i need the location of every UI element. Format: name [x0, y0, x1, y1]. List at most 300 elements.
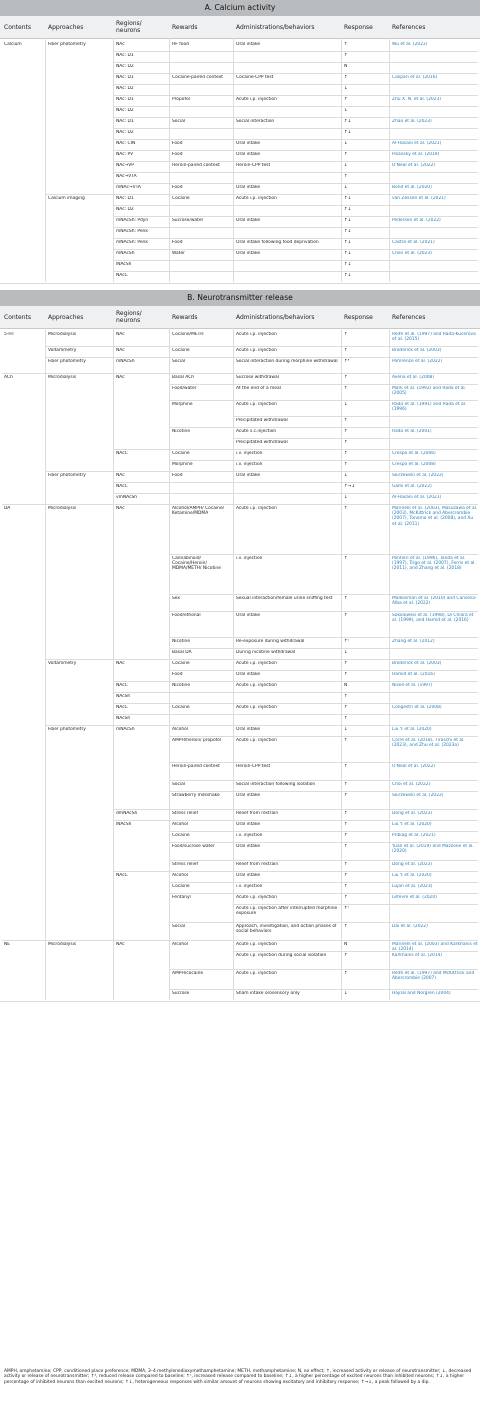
- cell-response: ↑ᵃ: [344, 359, 350, 364]
- cell-regions: lNAcSh: [116, 262, 132, 267]
- row-divider: [2, 940, 478, 941]
- cell-regions: NAc: D1: [116, 119, 134, 124]
- cell-response: ↑: [344, 793, 348, 798]
- cell-administrations: Oral intake: [236, 844, 261, 849]
- row-divider: [0, 283, 480, 284]
- cell-response: ↑: [344, 924, 348, 929]
- cell-regions: NAc: D1: [116, 53, 134, 58]
- column-divider: [233, 38, 234, 282]
- cell-response: ↑: [344, 661, 348, 666]
- cell-rewards: AMPH/cocaine: [172, 971, 204, 976]
- cell-regions: NAc: [116, 332, 125, 337]
- column-divider: [169, 328, 170, 1000]
- cell-approaches: Fiber photometry: [48, 359, 86, 364]
- cell-rewards: Food: [172, 152, 183, 157]
- cell-contents: NE: [4, 942, 11, 947]
- cell-rewards: Stress relief: [172, 811, 198, 816]
- row-divider: [170, 736, 478, 737]
- cell-response: ↓: [344, 86, 348, 91]
- cell-response: ↑: [344, 844, 348, 849]
- cell-rewards: Heroin-paired context: [172, 163, 220, 168]
- cell-administrations: Oral intake: [236, 141, 261, 146]
- cell-regions: NAc: PV: [116, 152, 134, 157]
- cell-response: ↑: [344, 672, 348, 677]
- row-divider: [170, 860, 478, 861]
- reference-link[interactable]: Liu Y. et al. (2020): [392, 822, 432, 827]
- cell-rewards: Stress relief: [172, 862, 198, 867]
- cell-administrations: Oral intake: [236, 672, 261, 677]
- reference-link[interactable]: Choi et al. (2022): [392, 782, 431, 787]
- cell-administrations: Acute i.p. injection after interrupted morphine exposure: [236, 906, 338, 917]
- cell-response: ↑: [344, 971, 348, 976]
- column-divider: [113, 328, 114, 1000]
- cell-response: ↑↓: [344, 240, 352, 245]
- reference-link[interactable]: Marinelli et al. (2003) and Karkhanis et al. (2014): [392, 942, 478, 951]
- cell-response: ↓: [344, 163, 348, 168]
- cell-administrations: Acute i.p. injection: [236, 971, 277, 976]
- reference-link[interactable]: Bond et al. (2020): [392, 185, 432, 190]
- cell-response: ↑: [344, 506, 348, 511]
- cell-administrations: i.v. injection: [236, 462, 263, 467]
- cell-administrations: i.v. injection: [236, 451, 263, 456]
- reference-link[interactable]: Marinelli et al. (2003), Masuzawa et al. (2003), McKittrick and Abercrombie (2007), Tonomo et al. (2008), and Xu et al. (2011): [392, 506, 478, 527]
- cell-regions: NAcSh: [116, 716, 131, 721]
- cell-rewards: Propofol: [172, 97, 190, 102]
- cell-response: ↓: [344, 473, 348, 478]
- cell-administrations: Sexual interaction/female urine sniffing test: [236, 596, 333, 601]
- reference-link[interactable]: Pedersen et al. (2022): [392, 218, 441, 223]
- cell-response: ↑: [344, 862, 348, 867]
- calcium-activity-table: [0, 16, 480, 284]
- cell-rewards: Morphine: [172, 462, 193, 467]
- cell-rewards: Alcohol: [172, 873, 189, 878]
- cell-response: N: [344, 683, 348, 688]
- cell-administrations: Heroin-CPP test: [236, 163, 271, 168]
- section-title: A. Calcium activity: [0, 0, 480, 16]
- cell-administrations: i.v. injection: [236, 833, 263, 838]
- cell-regions: NAc: D1: [116, 75, 134, 80]
- reference-link[interactable]: Skirzewski et al. (2022): [392, 473, 444, 478]
- reference-link[interactable]: Skirzewski et al. (2022): [392, 793, 444, 798]
- row-divider: [170, 400, 478, 401]
- reference-link[interactable]: Dong et al. (2023): [392, 811, 433, 816]
- cell-contents: Calcium: [4, 42, 22, 47]
- cell-response: ↑: [344, 418, 348, 423]
- cell-administrations: Acute i.p. injection: [236, 683, 277, 688]
- cell-response: N: [344, 64, 348, 69]
- cell-response: ↑: [344, 895, 348, 900]
- column-divider: [113, 38, 114, 282]
- cell-response: ↑: [344, 429, 348, 434]
- cell-administrations: Oral intake: [236, 873, 261, 878]
- cell-regions: NAcC: [116, 451, 128, 456]
- row-divider: [170, 670, 478, 671]
- cell-response: ↑ᶜ: [344, 639, 350, 644]
- cell-rewards: Social: [172, 359, 186, 364]
- reference-link[interactable]: Hamid et al. (2016): [392, 672, 435, 677]
- cell-administrations: During nicotine withdrawal: [236, 650, 296, 655]
- cell-administrations: Acute i.p. injection: [236, 738, 277, 743]
- row-divider: [0, 1001, 480, 1002]
- cell-response: ↑↓: [344, 196, 352, 201]
- cell-response: ↑: [344, 348, 348, 353]
- cell-regions: vmNAcSh: [116, 495, 138, 500]
- reference-link[interactable]: Karkhanis et al. (2014): [392, 953, 443, 958]
- cell-rewards: Sucrose: [172, 991, 190, 996]
- cell-rewards: Sex: [172, 596, 181, 601]
- cell-administrations: Acute s.c.injection: [236, 429, 277, 434]
- cell-rewards: Strawberry milkshake: [172, 793, 220, 798]
- reference-link[interactable]: Al-Hasani et al. (2021): [392, 141, 442, 146]
- cell-response: ↓: [344, 495, 348, 500]
- cell-rewards: Cocaine/METH: [172, 332, 204, 337]
- cell-response: ↑: [344, 556, 348, 561]
- cell-administrations: Acute i.p. injection: [236, 705, 277, 710]
- cell-administrations: Social interaction following isolation: [236, 782, 316, 787]
- reference-link[interactable]: Broderick et al. (2003): [392, 661, 442, 666]
- cell-response: ↑↓: [344, 130, 352, 135]
- reference-link[interactable]: Castro et al. (2021): [392, 240, 435, 245]
- cell-approaches: Calcium imaging: [48, 196, 85, 201]
- cell-administrations: Acute i.p. injection: [236, 348, 277, 353]
- reference-link[interactable]: Gallo et al. (2022): [392, 484, 432, 489]
- reference-link[interactable]: Hajnal and Norgren (2004): [392, 991, 451, 996]
- cell-response: ↑: [344, 833, 348, 838]
- reference-link[interactable]: Lefevre et al. (2020): [392, 895, 437, 900]
- column-divider: [389, 328, 390, 1000]
- cell-regions: mNAcSh: Penk: [116, 240, 148, 245]
- reference-link[interactable]: Zhu X. N. et al. (2023): [392, 97, 441, 102]
- cell-administrations: Social interaction during morphine withdrawal: [236, 359, 338, 364]
- column-divider: [233, 328, 234, 1000]
- cell-response: ↑: [344, 694, 348, 699]
- reference-link[interactable]: Crespo et al. (2008): [392, 462, 436, 467]
- cell-administrations: Oral intake: [236, 185, 261, 190]
- header-response: Response: [344, 24, 373, 31]
- row-divider: [46, 346, 478, 347]
- cell-rewards: Cocaine: [172, 451, 190, 456]
- cell-response: ↑: [344, 152, 348, 157]
- cell-response: ↑: [344, 782, 348, 787]
- reference-link[interactable]: Broderick et al. (2003): [392, 348, 442, 353]
- reference-link[interactable]: Crespo et al. (2006): [392, 451, 436, 456]
- cell-administrations: Acute i.p. injection: [236, 506, 277, 511]
- reference-link[interactable]: O'Neal et al. (2022): [392, 163, 436, 168]
- cell-rewards: Alcohol/AMPH/ Cocaine/ Ketamine/MDMA: [172, 506, 225, 517]
- cell-rewards: Basal ACh: [172, 375, 195, 380]
- cell-administrations: Acute i.p. injection: [236, 895, 277, 900]
- header-regions: Regions/ neurons: [116, 20, 142, 34]
- cell-response: ↑→↓: [344, 484, 356, 489]
- cell-rewards: Food/sucrose water: [172, 844, 215, 849]
- cell-response: ↓: [344, 108, 348, 113]
- section-calcium-activity: [0, 0, 480, 284]
- cell-approaches: Microdialysis: [48, 332, 77, 337]
- header-contents: Contents: [4, 314, 31, 321]
- cell-regions: NAcC: [116, 683, 128, 688]
- cell-administrations: Oral intake: [236, 42, 261, 47]
- reference-link[interactable]: Reith et al. (1997) and McKittrick and Abercrombie (2007): [392, 971, 475, 982]
- row-divider: [170, 922, 478, 923]
- row-divider: [46, 194, 478, 195]
- cell-administrations: At the end of a meal: [236, 386, 281, 391]
- cell-response: ↑ᶜ: [344, 906, 350, 911]
- row-divider: [234, 904, 478, 905]
- cell-regions: NAc: [116, 473, 125, 478]
- row-divider: [46, 357, 478, 358]
- cell-regions: NAcC: [116, 273, 128, 278]
- column-divider: [389, 38, 390, 282]
- cell-regions: NAcC: [116, 873, 128, 878]
- reference-link[interactable]: Chen et al. (2023): [392, 251, 432, 256]
- row-divider: [170, 611, 478, 612]
- header-references: References: [392, 314, 426, 321]
- cell-administrations: Precipitated withdrawal: [236, 418, 288, 423]
- reference-link[interactable]: Mark et al. (1992) and Rada et al. (2005): [392, 386, 467, 397]
- reference-link[interactable]: Zhao et al. (2023): [392, 119, 432, 124]
- row-divider: [170, 648, 478, 649]
- reference-link[interactable]: O'Neal et al. (2022): [392, 764, 436, 769]
- column-divider: [341, 328, 342, 1000]
- reference-link[interactable]: van Zessen et al. (2021): [392, 196, 446, 201]
- reference-link[interactable]: Wu et al. (2022): [392, 42, 428, 47]
- reference-link[interactable]: Corre et al. (2018), Tiraschi et al. (2023), and Zhu et al. (2023a): [392, 738, 465, 749]
- cell-response: ↓: [344, 727, 348, 732]
- row-divider: [170, 791, 478, 792]
- header-approaches: Approaches: [48, 24, 84, 31]
- cell-rewards: Food: [172, 473, 183, 478]
- section-title: B. Neurotransmitter release: [0, 290, 480, 306]
- reference-link[interactable]: Nisell et al. (1997): [392, 683, 433, 688]
- table-header: [0, 16, 480, 39]
- cell-response: ↑: [344, 451, 348, 456]
- cell-response: ↑↓: [344, 119, 352, 124]
- reference-link[interactable]: Rada et al. (2001): [392, 429, 432, 434]
- cell-response: ↑: [344, 822, 348, 827]
- row-divider: [170, 384, 478, 385]
- cell-rewards: Nicotine: [172, 639, 191, 644]
- cell-response: ↑: [344, 738, 348, 743]
- row-divider: [234, 438, 478, 439]
- reference-link[interactable]: Calipari et al. (2016): [392, 75, 438, 80]
- cell-regions: mNAcSh: Penk: [116, 229, 148, 234]
- cell-administrations: Precipitated withdrawal: [236, 440, 288, 445]
- cell-rewards: Cocaine-paired context: [172, 75, 223, 80]
- cell-regions: NAcC: [116, 705, 128, 710]
- cell-response: ↓: [344, 402, 348, 407]
- cell-administrations: Oral intake following food deprivation: [236, 240, 319, 245]
- cell-contents: DA: [4, 506, 11, 511]
- column-divider: [169, 38, 170, 282]
- cell-regions: mNAcSh: [116, 727, 135, 732]
- cell-rewards: Alcohol: [172, 727, 189, 732]
- cell-response: ↑: [344, 884, 348, 889]
- cell-administrations: Acute i.p. injection: [236, 332, 277, 337]
- cell-response: ↑: [344, 873, 348, 878]
- row-divider: [170, 762, 478, 763]
- row-divider: [46, 659, 478, 660]
- reference-link[interactable]: Al-Hasani et al. (2021): [392, 495, 442, 500]
- cell-response: ↑↓: [344, 229, 352, 234]
- row-divider: [170, 831, 478, 832]
- reference-link[interactable]: Dai et al. (2022): [392, 924, 428, 929]
- row-divider: [170, 882, 478, 883]
- cell-approaches: Microdialysis: [48, 375, 77, 380]
- cell-regions: mNAcSh: Pdyn: [116, 218, 149, 223]
- cell-rewards: Water: [172, 251, 185, 256]
- header-references: References: [392, 24, 426, 31]
- cell-response: ↑: [344, 953, 348, 958]
- cell-administrations: Oral intake: [236, 613, 261, 618]
- cell-response: ↑: [344, 705, 348, 710]
- row-divider: [170, 780, 478, 781]
- row-divider: [234, 951, 478, 952]
- header-approaches: Approaches: [48, 314, 84, 321]
- cell-response: ↑: [344, 596, 348, 601]
- cell-administrations: Relief from restrain: [236, 862, 279, 867]
- cell-rewards: Cannabinoid/ Cocaine/Heroin/ MDMA/METH/ Nicotine: [172, 556, 221, 572]
- row-divider: [170, 427, 478, 428]
- cell-response: ↑: [344, 613, 348, 618]
- cell-response: ↑↓: [344, 251, 352, 256]
- reference-link[interactable]: Rada et al. (1991) and Rada et al. (1996): [392, 402, 467, 413]
- cell-administrations: Oral intake: [236, 727, 261, 732]
- reference-link[interactable]: Zhang et al. (2012): [392, 639, 435, 644]
- reference-link[interactable]: Pontieri et al. (1996), Tanda et al. (1997), Trigo et al. (2007), Ferris et al. (2011), and Zhang et al. (2018): [392, 556, 476, 572]
- table-footnote: AMPH, amphetamine; CPP, conditioned place preference; MDMA, 3–4 methylenedioxymethamphetamine; METH, methamphetamine; N, no effect; ↑, increased activity or release of neurotransmitter; ↓, decreased activity or release of neurotransmitter; ↑ᵃ, reduced release compared to baseline; ↑ᶜ, increased release compared to baseline; ↑↓, a higher percentage of excited neurons than inhibited neurons; ↑↓, a higher percentage of inhibited neurons than excited neurons; ↑↓, heterogeneous responses with similar amount of neurons showing excitatory and inhibitory response; ↑→↓, a peak followed by a dip.: [4, 1369, 472, 1385]
- cell-response: ↑↓: [344, 218, 352, 223]
- cell-response: ↑: [344, 716, 348, 721]
- cell-regions: NAc: D2: [116, 207, 134, 212]
- cell-rewards: Cocaine: [172, 884, 190, 889]
- cell-regions: lNAcSh: [116, 822, 132, 827]
- section-neurotransmitter-release: [0, 290, 480, 1002]
- cell-administrations: Acute i.p. injection: [236, 196, 277, 201]
- cell-response: ↑: [344, 440, 348, 445]
- cell-regions: NAc: D2: [116, 86, 134, 91]
- cell-administrations: Oral intake: [236, 251, 261, 256]
- column-divider: [45, 38, 46, 282]
- row-divider: [170, 989, 478, 990]
- reference-link[interactable]: Liu Y. et al. (2020): [392, 873, 432, 878]
- row-divider: [46, 471, 478, 472]
- reference-link[interactable]: Avena et al. (2008): [392, 375, 435, 380]
- cell-response: ↑↓: [344, 273, 352, 278]
- cell-response: ↑↓: [344, 207, 352, 212]
- row-divider: [170, 460, 478, 461]
- reference-link[interactable]: Reith et al. (1997) and Rada-Kucerova et al. (2015): [392, 332, 476, 343]
- cell-administrations: Oral intake: [236, 793, 261, 798]
- cell-rewards: Food/water: [172, 386, 197, 391]
- cell-administrations: Acute i.p. injection: [236, 942, 277, 947]
- cell-administrations: Oral intake: [236, 152, 261, 157]
- cell-regions: NAc→VTA: [116, 174, 137, 179]
- cell-approaches: Microdialysis: [48, 942, 77, 947]
- reference-link[interactable]: Pribiag et al. (2021): [392, 833, 436, 838]
- reference-link[interactable]: Liu Y. et al. (2020): [392, 727, 432, 732]
- row-divider: [170, 554, 478, 555]
- reference-link[interactable]: Pisansky et al. (2019): [392, 152, 440, 157]
- header-administrations: Administrations/behaviors: [236, 314, 315, 321]
- cell-regions: NAc→VP: [116, 163, 134, 168]
- reference-link[interactable]: Yuan et al. (2019) and Mazzone et al. (2020): [392, 844, 474, 855]
- row-divider: [2, 504, 478, 505]
- reference-link[interactable]: Malkesman et al. (2010) and Cansesa-Alba et al. (2022): [392, 596, 477, 607]
- cell-rewards: Cocaine: [172, 348, 190, 353]
- cell-response: ↑: [344, 332, 348, 337]
- cell-rewards: Sucrose/water: [172, 218, 204, 223]
- cell-rewards: Social: [172, 782, 186, 787]
- column-divider: [45, 328, 46, 1000]
- row-divider: [170, 594, 478, 595]
- row-divider: [2, 373, 478, 374]
- header-regions: Regions/ neurons: [116, 310, 142, 324]
- cell-response: ↑: [344, 375, 348, 380]
- header-rewards: Rewards: [172, 24, 198, 31]
- cell-administrations: Cocaine-CPP test: [236, 75, 274, 80]
- cell-administrations: Re-exposure during withdrawal: [236, 639, 305, 644]
- row-divider: [46, 725, 478, 726]
- row-divider: [170, 893, 478, 894]
- reference-link[interactable]: Congestri et al. (2008): [392, 705, 442, 710]
- cell-rewards: Basal DA: [172, 650, 192, 655]
- reference-link[interactable]: Dong et al. (2023): [392, 862, 433, 867]
- column-divider: [341, 38, 342, 282]
- cell-rewards: Food: [172, 240, 183, 245]
- cell-regions: NAc: D2: [116, 130, 134, 135]
- cell-rewards: Social: [172, 924, 186, 929]
- cell-rewards: Food: [172, 141, 183, 146]
- cell-regions: NAc: [116, 375, 125, 380]
- cell-regions: mNAcSh: [116, 359, 135, 364]
- cell-response: ↑: [344, 811, 348, 816]
- reference-link[interactable]: Sokolowski et al. (1998), Di Chiara et al. (1999), and Hamid et al. (2016): [392, 613, 474, 624]
- header-administrations: Administrations/behaviors: [236, 24, 315, 31]
- cell-administrations: i.v. injection: [236, 556, 263, 561]
- cell-administrations: Approach, investigation, and action phases of social behaviors: [236, 924, 337, 935]
- cell-rewards: Food: [172, 672, 183, 677]
- cell-rewards: Cocaine: [172, 661, 190, 666]
- cell-response: ↓: [344, 650, 348, 655]
- cell-administrations: Acute i.p. injection: [236, 661, 277, 666]
- row-divider: [170, 842, 478, 843]
- cell-contents: 5-HT: [4, 332, 15, 337]
- cell-approaches: Fiber photometry: [48, 473, 86, 478]
- header-response: Response: [344, 314, 373, 321]
- cell-regions: NAc: CIN: [116, 141, 136, 146]
- cell-regions: NAc: D2: [116, 64, 134, 69]
- row-divider: [170, 969, 478, 970]
- reference-link[interactable]: Lujan et al. (2023): [392, 884, 433, 889]
- cell-administrations: Acute i.p. injection: [236, 402, 277, 407]
- reference-link[interactable]: Pomrenze et al. (2022): [392, 359, 443, 364]
- cell-rewards: Alcohol: [172, 822, 189, 827]
- cell-rewards: Nicotine: [172, 683, 191, 688]
- cell-regions: NAcSh: [116, 694, 131, 699]
- cell-administrations: Oral intake: [236, 473, 261, 478]
- header-rewards: Rewards: [172, 314, 198, 321]
- cell-regions: NAc: [116, 942, 125, 947]
- cell-administrations: Sham intake orosensory only: [236, 991, 300, 996]
- row-divider: [170, 637, 478, 638]
- cell-administrations: Acute i.p. injection during social isolation: [236, 953, 327, 958]
- cell-response: ↑: [344, 97, 348, 102]
- cell-rewards: HF food: [172, 42, 189, 47]
- cell-response: ↑: [344, 53, 348, 58]
- cell-regions: mNAcSh: [116, 251, 135, 256]
- cell-response: ↓: [344, 185, 348, 190]
- cell-approaches: Fiber photometry: [48, 42, 86, 47]
